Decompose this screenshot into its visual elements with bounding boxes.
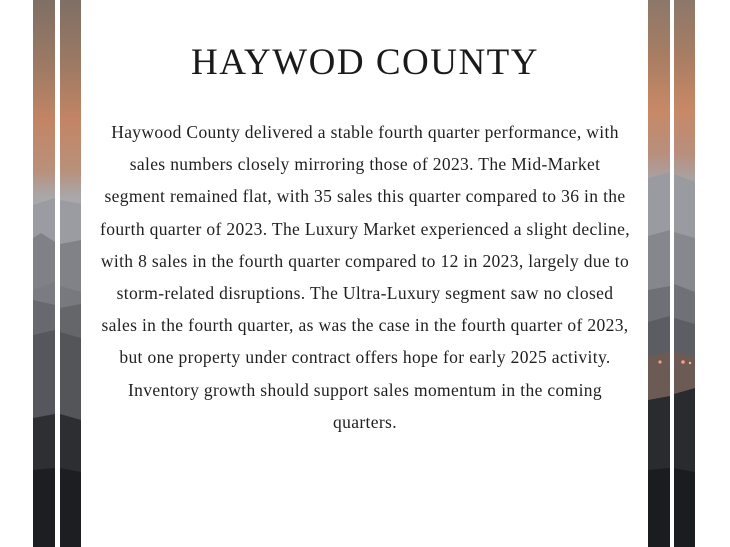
mountain-sunset-image bbox=[648, 0, 670, 547]
page-title: HAYWOD COUNTY bbox=[190, 42, 540, 83]
right-photo-strip-inner bbox=[648, 0, 670, 547]
mountain-sunset-image bbox=[60, 0, 81, 547]
right-photo-strip-outer bbox=[674, 0, 695, 547]
content-area bbox=[100, 40, 630, 438]
city-light-icon bbox=[689, 362, 691, 364]
left-photo-strip-outer bbox=[33, 0, 55, 547]
city-light-icon bbox=[681, 360, 685, 364]
left-photo-strip-inner bbox=[60, 0, 81, 547]
city-light-icon bbox=[658, 360, 661, 363]
summary-paragraph: Haywood County delivered a stable fourth quarter performance, with sales numbers closely mirroring those of 2023. The Mid-Market segment remained flat, with 35 sales this quarter compared to 36 in the fourth quarter of 2023. The Luxury Market experienced a slight decline, with 8 sales in the fourth quarter compared to 12 in 2023, largely due to storm-related disruptions. The Ultra-Luxury segment saw no closed sales in the fourth quarter, as was the case in the fourth quarter of 2023, but one property under contract offers hope for early 2025 activity. Inventory growth should support sales momentum in the coming quarters. bbox=[100, 122, 630, 432]
mountain-sunset-image bbox=[674, 0, 695, 547]
mountain-sunset-image bbox=[33, 0, 55, 547]
